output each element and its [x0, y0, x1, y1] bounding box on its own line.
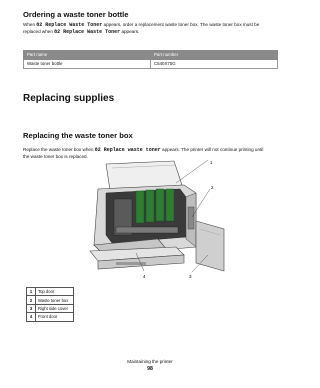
legend-number: 3 — [27, 304, 36, 312]
paragraph-line — [23, 29, 139, 36]
legend-number: 4 — [27, 313, 36, 321]
callout-legend-table — [26, 287, 74, 322]
legend-number: 2 — [27, 296, 36, 304]
callout-4: 4 — [143, 274, 146, 279]
column-header: Part number — [151, 51, 278, 60]
parts-table — [23, 50, 278, 69]
heading-ordering-waste-toner: Ordering a waste toner bottle — [23, 10, 129, 19]
text-run: Replace the waste toner box when — [23, 147, 95, 152]
toner-cartridge — [136, 191, 144, 223]
callout-1: 1 — [210, 160, 213, 165]
toner-cartridge — [156, 189, 164, 221]
text-run: replaced when — [23, 28, 55, 34]
message-code: 82 Replace Waste Toner — [36, 22, 103, 28]
table-header-row — [24, 51, 278, 60]
callout-3: 3 — [189, 274, 192, 279]
callout-2: 2 — [211, 185, 214, 190]
text-run: appears. — [120, 28, 140, 34]
waste-toner-box — [188, 207, 194, 229]
table-cell: C540X75G — [151, 59, 278, 68]
message-code: 82 Replace Waste Toner — [54, 28, 121, 35]
text-run: When — [23, 22, 37, 27]
paragraph-line: the waste toner box is replaced. — [23, 153, 88, 159]
text-run: appears. The printer will not continue printing until — [160, 147, 264, 152]
page-number: 98 — [147, 366, 153, 372]
legend-row — [27, 288, 74, 296]
legend-label: Right side cover — [36, 304, 74, 312]
legend-number: 1 — [27, 288, 36, 296]
table-row — [24, 59, 278, 68]
message-code: 82 Replace waste toner — [94, 147, 161, 153]
column-header: Part name — [24, 51, 151, 60]
heading-replacing-supplies: Replacing supplies — [23, 93, 115, 104]
legend-row — [27, 313, 74, 321]
text-run: appears, order a replacement waste toner box. The waste toner box must be — [102, 22, 260, 27]
table-cell: Waste toner bottle — [24, 59, 151, 68]
legend-label: Front door — [36, 313, 74, 321]
legend-row — [27, 304, 74, 312]
legend-label: Waste toner box — [36, 296, 74, 304]
heading-replacing-waste-toner-box: Replacing the waste toner box — [23, 131, 133, 140]
printer-illustration — [76, 159, 226, 281]
legend-row — [27, 296, 74, 304]
toner-cartridge — [146, 190, 154, 222]
legend-label: Top door — [36, 288, 74, 296]
footer-chapter-title: Maintaining the printer — [127, 359, 173, 364]
toner-cartridge — [166, 189, 174, 221]
